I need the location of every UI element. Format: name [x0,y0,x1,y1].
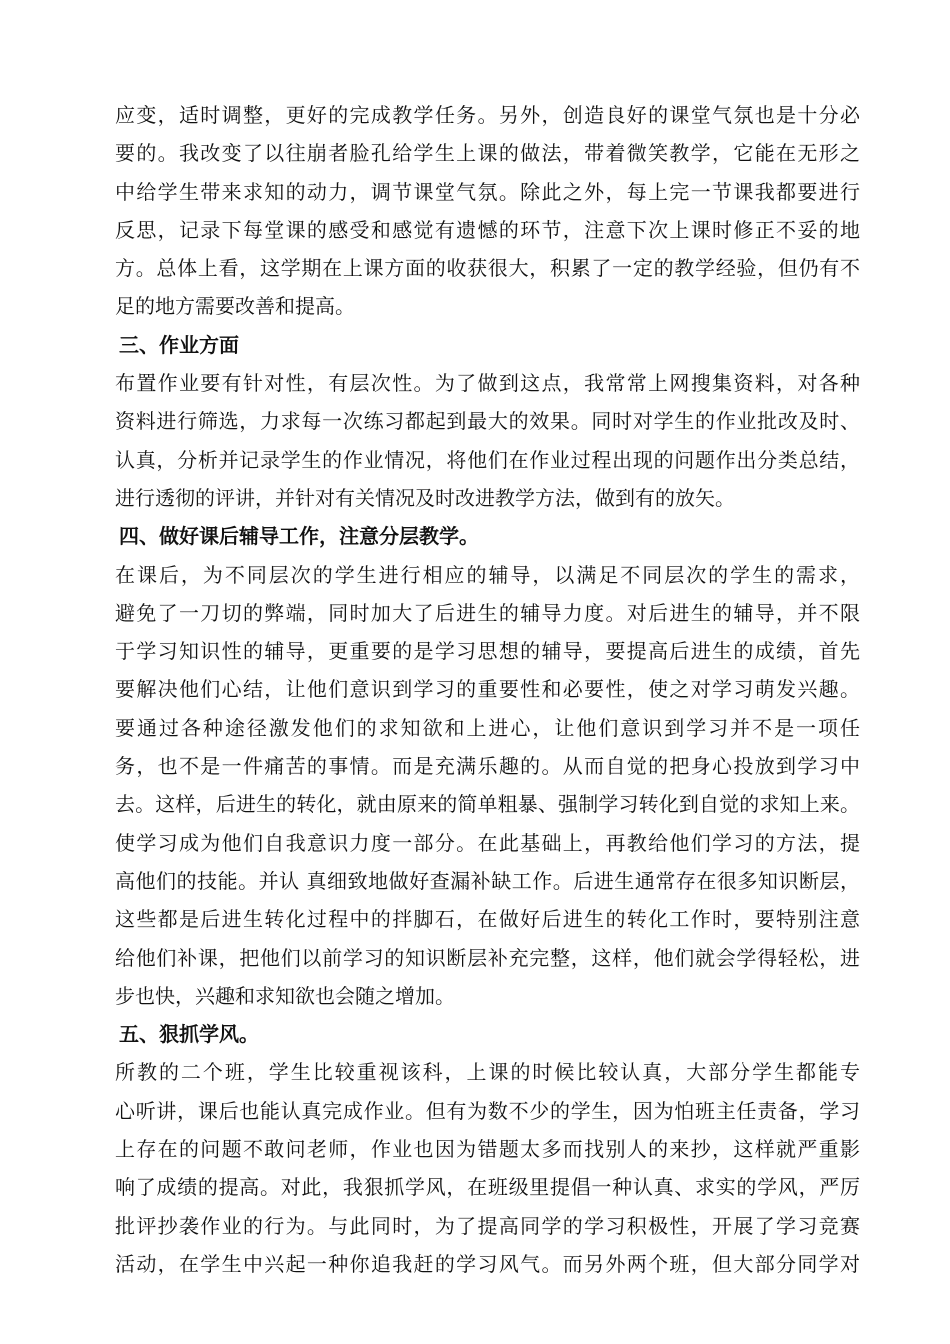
text-line: 认真，分析并记录学生的作业情况，将他们在作业过程出现的问题作出分类总结， [115,447,860,472]
text-line: 使学习成为他们自我意识力度一部分。在此基础上，再教给他们学习的方法，提 [115,830,860,855]
text-line: 足的地方需要改善和提高。 [115,294,355,319]
text-line: 要通过各种途径激发他们的求知欲和上进心，让他们意识到学习并不是一项任 [115,715,860,740]
text-line: 要解决他们心结，让他们意识到学习的重要性和必要性，使之对学习萌发兴趣。 [115,677,860,702]
text-line: 在课后，为不同层次的学生进行相应的辅导，以满足不同层次的学生的需求， [115,562,860,587]
text-line: 给他们补课，把他们以前学习的知识断层补充完整，这样，他们就会学得轻松，进 [115,945,860,970]
text-line: 中给学生带来求知的动力，调节课堂气氛。除此之外，每上完一节课我都要进行 [115,179,860,204]
text-line: 心听讲，课后也能认真完成作业。但有为数不少的学生，因为怕班主任责备，学习 [115,1098,860,1123]
text-line: 上存在的问题不敢问老师，作业也因为错题太多而找别人的来抄，这样就严重影 [115,1137,860,1162]
text-line: 于学习知识性的辅导，更重要的是学习思想的辅导，要提高后进生的成绩，首先 [115,639,860,664]
text-line: 应变，适时调整，更好的完成教学任务。另外，创造良好的课堂气氛也是十分必 [115,103,860,127]
section-heading: 五、狠抓学风。 [119,1022,259,1047]
text-line: 这些都是后进生转化过程中的拌脚石，在做好后进生的转化工作时，要特别注意 [115,907,860,932]
document-body [115,96,860,1283]
section-heading: 三、作业方面 [119,332,239,357]
text-line: 资料进行筛选，力求每一次练习都起到最大的效果。同时对学生的作业批改及时、 [115,409,860,434]
text-line: 响了成绩的提高。对此，我狠抓学风，在班级里提倡一种认真、求实的学风，严厉 [115,1175,860,1200]
text-line: 避免了一刀切的弊端，同时加大了后进生的辅导力度。对后进生的辅导，并不限 [115,600,860,625]
text-line: 步也快，兴趣和求知欲也会随之增加。 [115,983,455,1008]
text-line: 高他们的技能。并认 真细致地做好查漏补缺工作。后进生通常存在很多知识断层， [115,868,860,893]
text-line: 所教的二个班，学生比较重视该科，上课的时候比较认真，大部分学生都能专 [115,1060,860,1085]
text-line: 要的。我改变了以往崩者脸孔给学生上课的做法，带着微笑教学，它能在无形之 [115,141,860,166]
text-line: 去。这样，后进生的转化，就由原来的简单粗暴、强制学习转化到自觉的求知上来。 [115,792,860,817]
text-line: 布置作业要有针对性，有层次性。为了做到这点，我常常上网搜集资料，对各种 [115,371,860,396]
text-line: 活动，在学生中兴起一种你追我赶的学习风气。而另外两个班，但大部分同学对 [115,1251,860,1276]
text-line: 方。总体上看，这学期在上课方面的收获很大，积累了一定的教学经验，但仍有不 [115,256,860,281]
text-line: 反思，记录下每堂课的感受和感觉有遗憾的环节，注意下次上课时修正不妥的地 [115,217,860,242]
text-line: 务，也不是一件痛苦的事情。而是充满乐趣的。从而自觉的把身心投放到学习中 [115,754,860,779]
text-line: 进行透彻的评讲，并针对有关情况及时改进教学方法，做到有的放矢。 [115,485,735,510]
section-heading: 四、做好课后辅导工作，注意分层教学。 [119,524,479,549]
text-line: 批评抄袭作业的行为。与此同时，为了提高同学的学习积极性，开展了学习竞赛 [115,1213,860,1238]
